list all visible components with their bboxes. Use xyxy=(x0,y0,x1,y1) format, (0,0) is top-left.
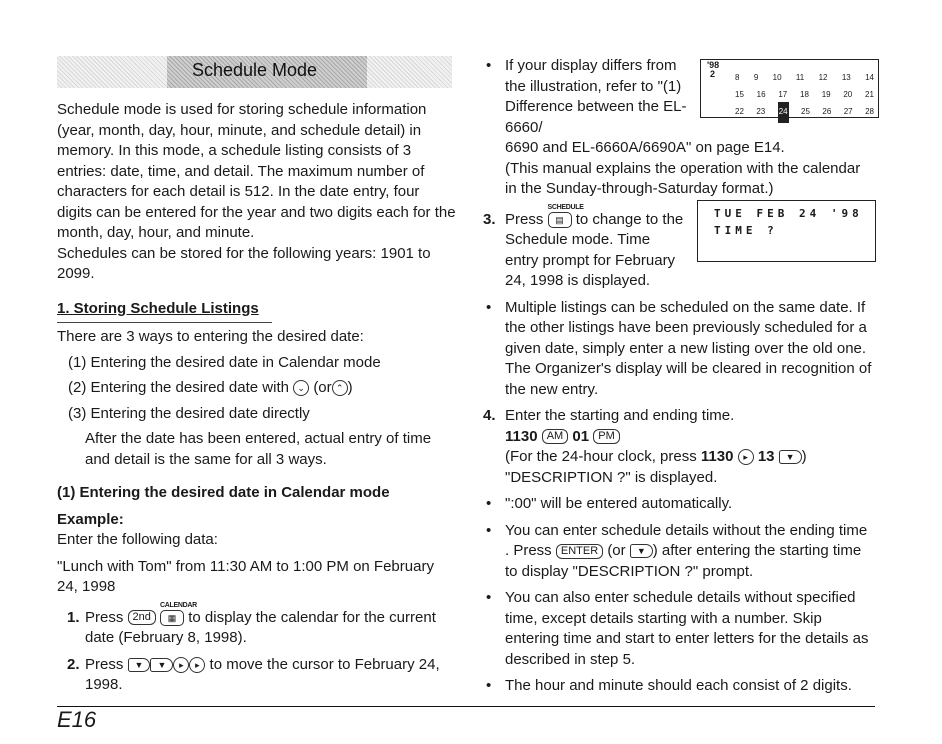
example-label: Example: xyxy=(57,510,124,528)
step-3-post: to change to the Schedule mode. Time entry prompt for February 24, 1998 is displayed. xyxy=(505,210,684,289)
schedule-key-icon: ▤ xyxy=(548,212,572,228)
section-banner xyxy=(57,56,452,88)
cal-day: 10 xyxy=(772,73,782,82)
cal-day: 19 xyxy=(821,90,831,99)
bullet-digits-text: The hour and minute should each consist of 2 digits. xyxy=(505,677,852,694)
bullet-dot: • xyxy=(486,57,492,74)
example-data: "Lunch with Tom" from 11:30 AM to 1:00 PM on February 24, 1998 xyxy=(57,557,434,595)
step-1-pre: Press xyxy=(85,608,124,626)
calendar-row-3 xyxy=(735,102,874,123)
step-4-clock-a: 1130 xyxy=(700,448,734,465)
step-3-pre: Press xyxy=(505,210,544,228)
calendar-display xyxy=(700,59,879,118)
sub1-title: (1) Entering the desired date in Calendar mode xyxy=(57,484,390,501)
cal-day: 18 xyxy=(800,90,809,99)
way-1: (1) Entering the desired date in Calendar mode xyxy=(68,353,381,371)
after-ways: After the date has been entered, actual entry of time and detail is the same for all 3 ways. xyxy=(85,430,432,468)
step-4-number: 4. xyxy=(483,407,496,424)
years-paragraph: Schedules can be stored for the following years: 1901 to 2099. xyxy=(57,244,431,282)
key-am: AM xyxy=(542,429,569,444)
step-4-clock-post: ) xyxy=(801,448,807,465)
cal-day: 28 xyxy=(865,107,874,116)
key-2nd: 2nd xyxy=(128,610,156,625)
calendar-year xyxy=(707,61,719,79)
step-2-number: 2. xyxy=(67,655,80,673)
step-4-clock-b: 13 xyxy=(757,448,775,465)
step-4-clock-pre: (For the 24-hour clock, press xyxy=(505,448,697,465)
key-pm: PM xyxy=(593,429,620,444)
calendar-year-value: '98 xyxy=(707,60,720,70)
lcd-line-2: TIME ? xyxy=(714,224,778,237)
down-key-icon: ▼ xyxy=(630,544,653,558)
cal-day: 12 xyxy=(818,73,828,82)
bullet-display-text-3: (This manual explains the operation with the calendar in the Sunday-through-Saturday format.) xyxy=(505,159,861,197)
banner-title: Schedule Mode xyxy=(191,60,318,80)
bullet-multiple-text: Multiple listings can be scheduled on the same date. If the other listings have been previously scheduled for a given date, simply enter a new listing over the old one. The Organizer's display will be cleared in recognition of the new entry. xyxy=(505,298,872,398)
bullet-dot: • xyxy=(486,495,492,512)
down-key-icon: ▼ xyxy=(779,450,802,464)
right-key-icon: ▸ xyxy=(738,449,754,465)
cal-day: 9 xyxy=(753,73,759,82)
way-2-or: (or xyxy=(313,379,332,396)
section1-title: 1. Storing Schedule Listings xyxy=(57,299,259,317)
cal-day: 17 xyxy=(778,90,788,99)
bullet-multiple xyxy=(483,298,875,401)
bullet-00 xyxy=(483,494,875,515)
step-4 xyxy=(483,406,875,488)
step-2-pre: Press xyxy=(85,655,124,673)
calendar-key-icon: ▦ xyxy=(160,610,184,626)
bullet-digits xyxy=(483,676,875,697)
cal-day: 26 xyxy=(822,107,832,116)
cal-day: 15 xyxy=(735,90,744,99)
example-lead: Enter the following data: xyxy=(57,531,218,548)
step-4-seq-a: 1130 xyxy=(505,427,538,445)
bullet-dot: • xyxy=(486,298,492,316)
calendar-key xyxy=(160,601,197,629)
page-number: E16 xyxy=(57,707,97,732)
cal-day-cursor: 24 xyxy=(778,102,789,123)
cal-day: 16 xyxy=(756,90,766,99)
bullet-no-specified-text: You can also enter schedule details without specified time, except details starting with a number. Skip entering time and start to enter letters for the details as described in step 5. xyxy=(505,589,869,668)
right-key-icon: ▸ xyxy=(173,657,189,673)
lcd-display xyxy=(697,200,876,262)
way-2: (2) Entering the desired date with ⌄ (or ⌃ ) xyxy=(68,379,353,396)
cal-day: 21 xyxy=(865,90,874,99)
step-4-seq-b: 01 xyxy=(572,427,590,445)
cal-day: 20 xyxy=(843,90,853,99)
cal-day: 22 xyxy=(735,107,744,116)
bullet-dot: • xyxy=(486,677,492,694)
lcd-line-1: TUE FEB 24 '98 xyxy=(714,207,863,220)
down-arrow-key-icon: ⌄ xyxy=(293,380,309,396)
cal-day: 27 xyxy=(843,107,853,116)
bullet-no-specified xyxy=(483,588,875,670)
step-3 xyxy=(483,203,685,292)
calendar-month-value: 2 xyxy=(710,69,716,79)
step-1-post: to display the calendar for the current date (February 8, 1998). xyxy=(85,608,436,646)
way-2-text: (2) Entering the desired date with xyxy=(68,379,289,396)
bullet-dot: • xyxy=(486,521,492,539)
right-column xyxy=(483,56,875,697)
way-3: (3) Entering the desired date directly xyxy=(68,404,310,422)
bullet-display-text: If your display differs from the illustration, refer to "(1) Difference between the EL-6660/ xyxy=(505,57,687,136)
cal-day: 11 xyxy=(795,73,805,82)
cal-day: 14 xyxy=(865,73,874,82)
step-4-text: Enter the starting and ending time. xyxy=(505,407,735,424)
footer-rule xyxy=(57,706,875,707)
down-key-icon: ▼ xyxy=(128,658,151,672)
cal-day: 25 xyxy=(801,107,810,116)
bullet-00-text: ":00" will be entered automatically. xyxy=(505,495,733,512)
step-2 xyxy=(57,655,457,696)
schedule-key-label: SCHEDULE xyxy=(547,203,584,211)
bullet-no-end-a: You can enter schedule details without the ending time . Press xyxy=(505,521,868,559)
key-enter: ENTER xyxy=(556,544,603,559)
intro-paragraph: Schedule mode is used for storing schedule information (year, month, day, hour, minute, and schedule detail) in memory. In this mode, a schedule listing consists of 3 entries: date, time, and detail. The maximum number of characters for each detail is 512. In the date entry, four digits can be entered for the year and two digits each for the month, day, hour, and minute. xyxy=(57,101,456,241)
section1-lead: There are 3 ways to entering the desired date: xyxy=(57,328,364,345)
up-arrow-key-icon: ⌃ xyxy=(332,380,348,396)
cal-day: 8 xyxy=(735,73,740,82)
right-key-icon: ▸ xyxy=(189,657,205,673)
bullet-display-differs xyxy=(483,56,695,138)
cal-day: 13 xyxy=(841,73,851,82)
step-3-number: 3. xyxy=(483,210,496,228)
left-column xyxy=(57,56,457,696)
section1-rule xyxy=(57,322,272,323)
step-4-desc: "DESCRIPTION ?" is displayed. xyxy=(505,468,718,486)
bullet-no-end-c: ) after entering the starting time to display "DESCRIPTION ?" prompt. xyxy=(505,542,862,580)
step-2-post: to move the cursor to February 24, 1998. xyxy=(85,655,440,693)
bullet-dot: • xyxy=(486,589,492,606)
cal-day: 23 xyxy=(756,107,766,116)
schedule-key xyxy=(547,203,584,231)
step-1 xyxy=(57,601,457,649)
bullet-no-end xyxy=(483,521,875,583)
step-1-number: 1. xyxy=(67,608,80,626)
bullet-no-end-b: (or xyxy=(607,542,626,559)
down-key-icon: ▼ xyxy=(150,658,173,672)
bullet-display-text-2: 6690 and EL-6660A/6690A" on page E14. xyxy=(505,139,785,156)
calendar-key-label: CALENDAR xyxy=(160,601,197,609)
